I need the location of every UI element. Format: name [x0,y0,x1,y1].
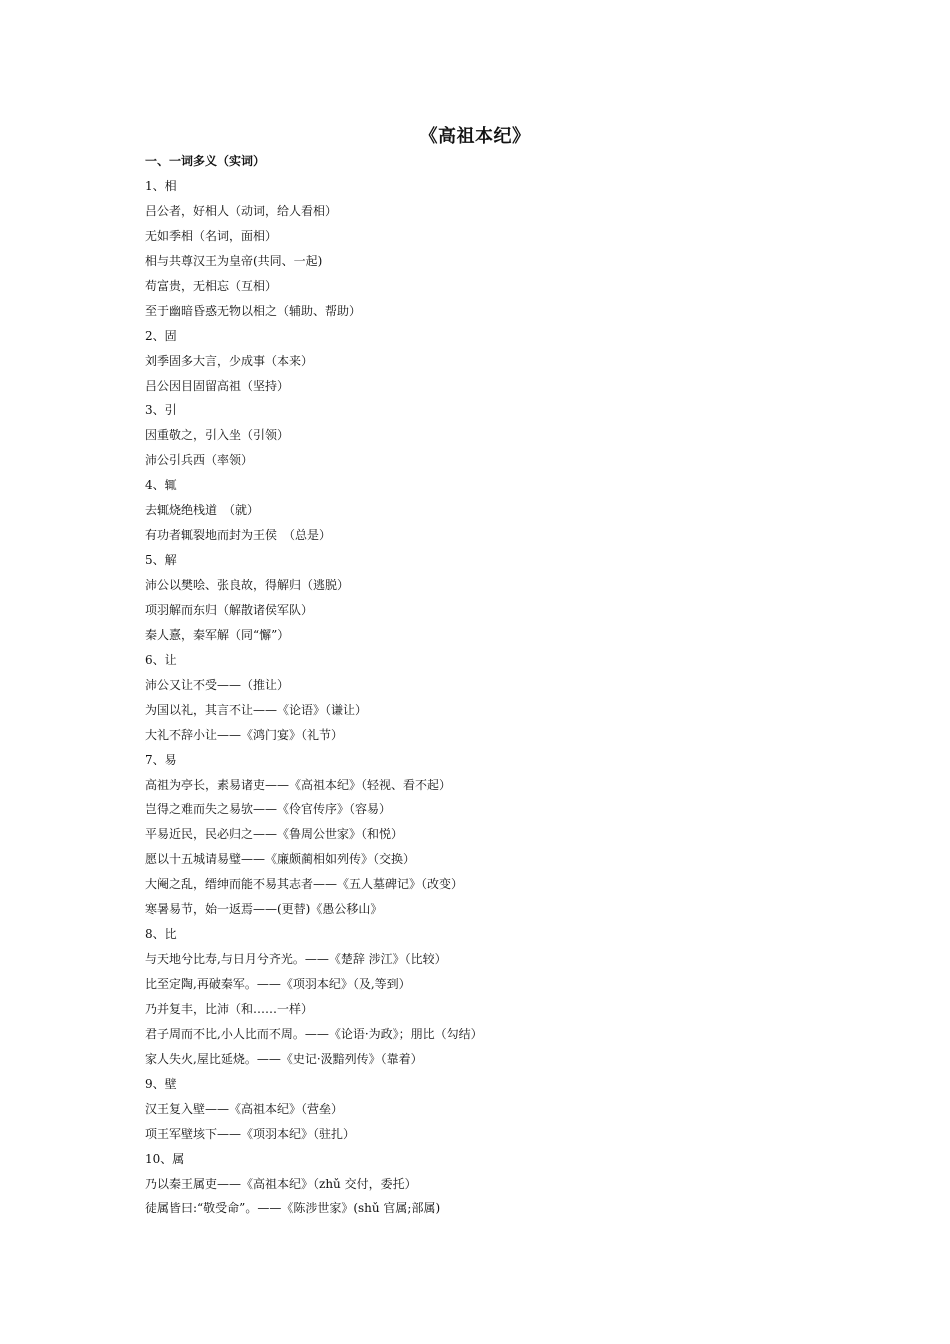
entry-line: 无如季相（名词，面相） [145,228,278,243]
entry-line: 吕公者，好相人（动词，给人看相） [145,203,338,218]
entry-line: 6、让 [145,652,177,667]
entry-list [145,176,825,1223]
entry-line: 平易近民，民必归之——《鲁周公世家》（和悦） [145,827,404,842]
entry-line: 秦人憙，秦军解（同“懈”） [145,627,290,642]
entry-line: 因重敬之，引入坐（引领） [145,428,290,443]
entry-line: 刘季固多大言，少成事（本来） [145,353,314,368]
entry-line: 大礼不辞小让——《鸿门宴》（礼节） [145,727,344,742]
entry-line: 寒暑易节，始一返焉——(更替)《愚公移山》 [145,902,383,917]
entry-line: 为国以礼，其言不让——《论语》（谦让） [145,702,368,717]
entry-line: 项王军壁垓下——《项羽本纪》（驻扎） [145,1126,356,1141]
entry-line: 至于幽暗昏惑无物以相之（辅助、帮助） [145,303,362,318]
document-title: 《高祖本纪》 [419,126,531,147]
entry-line: 4、辄 [145,478,177,493]
entry-line: 苟富贵，无相忘（互相） [145,278,278,293]
entry-line: 7、易 [145,752,177,767]
entry-line: 君子周而不比,小人比而不周。——《论语·为政》；朋比（勾结） [145,1026,483,1041]
entry-line: 愿以十五城请易璧——《廉颇蔺相如列传》（交换） [145,852,416,867]
entry-line: 去辄烧绝栈道 （就） [145,503,260,518]
entry-line: 徒属皆曰:“敬受命”。——《陈涉世家》(shǔ 官属;部属) [145,1201,441,1216]
entry-line: 10、属 [145,1151,185,1166]
entry-line: 有功者辄裂地而封为王侯 （总是） [145,528,332,543]
entry-line: 高祖为亭长，素易诸吏——《高祖本纪》（轻视、看不起） [145,777,452,792]
entry-line: 大阉之乱，缙绅而能不易其志者——《五人墓碑记》（改变） [145,877,464,892]
entry-line: 沛公又让不受——（推让） [145,677,290,692]
entry-line: 项羽解而东归（解散诸侯军队） [145,602,314,617]
entry-line: 与天地兮比寿,与日月兮齐光。——《楚辞 涉江》（比较） [145,952,447,967]
entry-line: 乃并复丰，比沛（和……一样） [145,1001,314,1016]
entry-line: 1、相 [145,179,177,193]
entry-line: 汉王复入壁——《高祖本纪》（营垒） [145,1101,344,1116]
entry-line: 乃以秦王属吏——《高祖本纪》（zhǔ 交付，委托） [145,1176,417,1191]
entry-line: 3、引 [145,403,177,418]
entry-line: 沛公引兵西（率领） [145,453,254,468]
section-heading: 一、一词多义（实词） [145,154,266,168]
entry-line: 9、壁 [145,1076,177,1091]
entry-line: 比至定陶,再破秦军。——《项羽本纪》（及,等到） [145,977,411,991]
entry-line: 岂得之难而失之易欤——《伶官传序》（容易） [145,802,392,817]
entry-line: 相与共尊汉王为皇帝(共同、一起) [145,253,323,268]
entry-line: 2、固 [145,328,177,343]
entry-line: 吕公因目固留高祖（坚持） [145,378,290,393]
entry-line: 沛公以樊哙、张良故，得解归（逃脱） [145,578,350,592]
entry-line: 家人失火,屋比延烧。——《史记·汲黯列传》（靠着） [145,1051,423,1066]
entry-line: 8、比 [145,927,177,942]
entry-line: 5、解 [145,553,177,568]
